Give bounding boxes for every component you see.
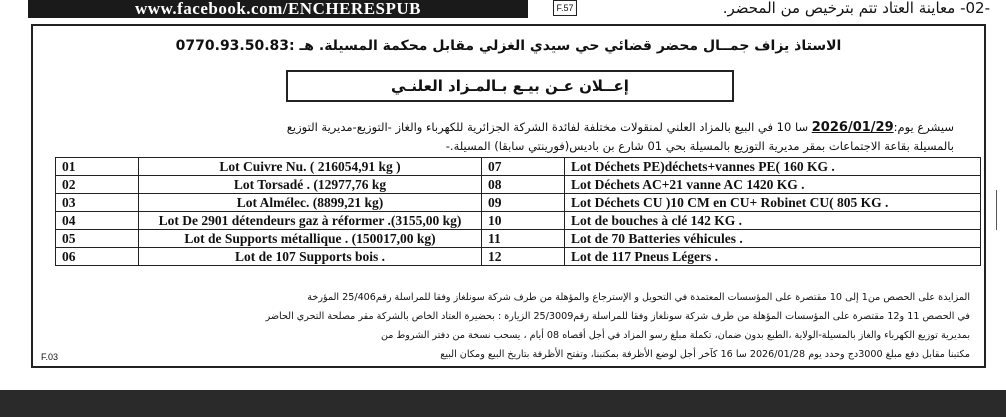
notice-intro xyxy=(33,118,954,155)
lot-number: 02 xyxy=(56,176,139,194)
lots-table xyxy=(55,157,981,266)
lot-description: Lot de 117 Pneus Légers . xyxy=(565,248,981,266)
lot-number: 08 xyxy=(482,176,565,194)
lot-number: 03 xyxy=(56,194,139,212)
lot-description: Lot Almélec. (8899,21 kg) xyxy=(139,194,482,212)
lot-number: 01 xyxy=(56,158,139,176)
lot-number: 09 xyxy=(482,194,565,212)
lot-number: 06 xyxy=(56,248,139,266)
top-strip xyxy=(0,0,1006,20)
table-row xyxy=(56,230,981,248)
table-row xyxy=(56,176,981,194)
condition-line-3: بمديرية توزيع الكهرباء والغاز بالمسيلة-الولاية ،الطبع بدون ضمان، تكملة مبلغ رسو المزاد في أجل أقصاه 08 أيام ، يسحب نسخة من دفتر الشروط من xyxy=(380,330,970,341)
lot-description: Lot de 70 Batteries véhicules . xyxy=(565,230,981,248)
bottom-strip xyxy=(0,390,1006,417)
facebook-banner: www.facebook.com/ENCHERESPUB xyxy=(28,0,528,18)
lot-description: Lot Cuivre Nu. ( 216054,91 kg ) xyxy=(139,158,482,176)
top-reference: F.57 xyxy=(553,0,577,16)
conditions xyxy=(43,288,970,364)
table-row xyxy=(56,158,981,176)
lot-description: Lot Déchets AC+21 vanne AC 1420 KG . xyxy=(565,176,981,194)
lot-description: Lot de Supports métallique . (150017,00 kg) xyxy=(139,230,482,248)
table-row xyxy=(56,194,981,212)
lot-description: Lot Torsadé . (12977,76 kg xyxy=(139,176,482,194)
intro-prefix: سيشرع يوم: xyxy=(893,120,954,134)
condition-line-4: مكتبنا مقابل دفع مبلغ 3000دج وحدد يوم 2026/01/28 سا 16 كآخر أجل لوضع الأظرفة بمكتبنا، وتفتح الأظرفة بتاريخ البيع ومكان البيع xyxy=(440,349,970,360)
lot-description: Lot Déchets CU )10 CM en CU+ Robinet CU( 805 KG . xyxy=(565,194,981,212)
auction-notice xyxy=(31,24,986,368)
intro-line-1 xyxy=(33,118,954,137)
notice-title: إعــلان عـن بيـع بـالمـزاد العلنـي xyxy=(286,70,734,102)
bailiff-header: الاستاذ يزاف جمــال محضر قضائي حي سيدي الغزلي مقابل محكمة المسيلة. هـ :0770.93.50.83 xyxy=(175,38,842,54)
lot-number: 04 xyxy=(56,212,139,230)
table-row xyxy=(56,248,981,266)
lot-number: 12 xyxy=(482,248,565,266)
margin-mark xyxy=(996,190,1003,230)
lot-number: 05 xyxy=(56,230,139,248)
previous-notice-fragment: -02- معاينة العتاد تتم بترخيص من المحضر. xyxy=(722,0,990,17)
intro-text-1: سا 10 في البيع بالمزاد العلني لمنقولات مختلفة لفائدة الشركة الجزائرية للكهرباء والغاز -التوزيع-مديرية التوزيع xyxy=(286,120,812,134)
lot-number: 10 xyxy=(482,212,565,230)
condition-line-2: في الحصص 11 و12 مقتصرة على المؤسسات المؤهلة من طرف شركة سونلغاز وفقا للمراسلة رقم25/3009 الزيارة : بحضيرة العتاد الخاص بالشركة مقر مصلحة التحري الحاضر xyxy=(265,311,970,322)
lot-number: 11 xyxy=(482,230,565,248)
lot-description: Lot de 107 Supports bois . xyxy=(139,248,482,266)
lots-table-body xyxy=(56,158,981,266)
intro-line-2: بالمسيلة بقاعة الاجتماعات بمقر مديرية التوزيع بالمسيلة بحي 01 شارع بن باديس(فورينتي سابقا) المسيلة.- xyxy=(445,139,954,153)
lot-description: Lot de bouches à clé 142 KG . xyxy=(565,212,981,230)
lot-description: Lot Déchets PE)déchets+vannes PE( 160 KG . xyxy=(565,158,981,176)
condition-line-1: المزايدة على الحصص من1 إلى 10 مقتصرة على المؤسسات المعتمدة في التحويل و الإسترجاع والمؤهلة من طرف شركة سونلغاز وفقا للمراسلة رقم25/406 المؤرخة xyxy=(307,292,970,303)
lot-description: Lot De 2901 détendeurs gaz à réformer .(3155,00 kg) xyxy=(139,212,482,230)
notice-reference: F.03 xyxy=(41,352,59,362)
lot-number: 07 xyxy=(482,158,565,176)
auction-date: 2026/01/29 xyxy=(811,120,894,135)
table-row xyxy=(56,212,981,230)
